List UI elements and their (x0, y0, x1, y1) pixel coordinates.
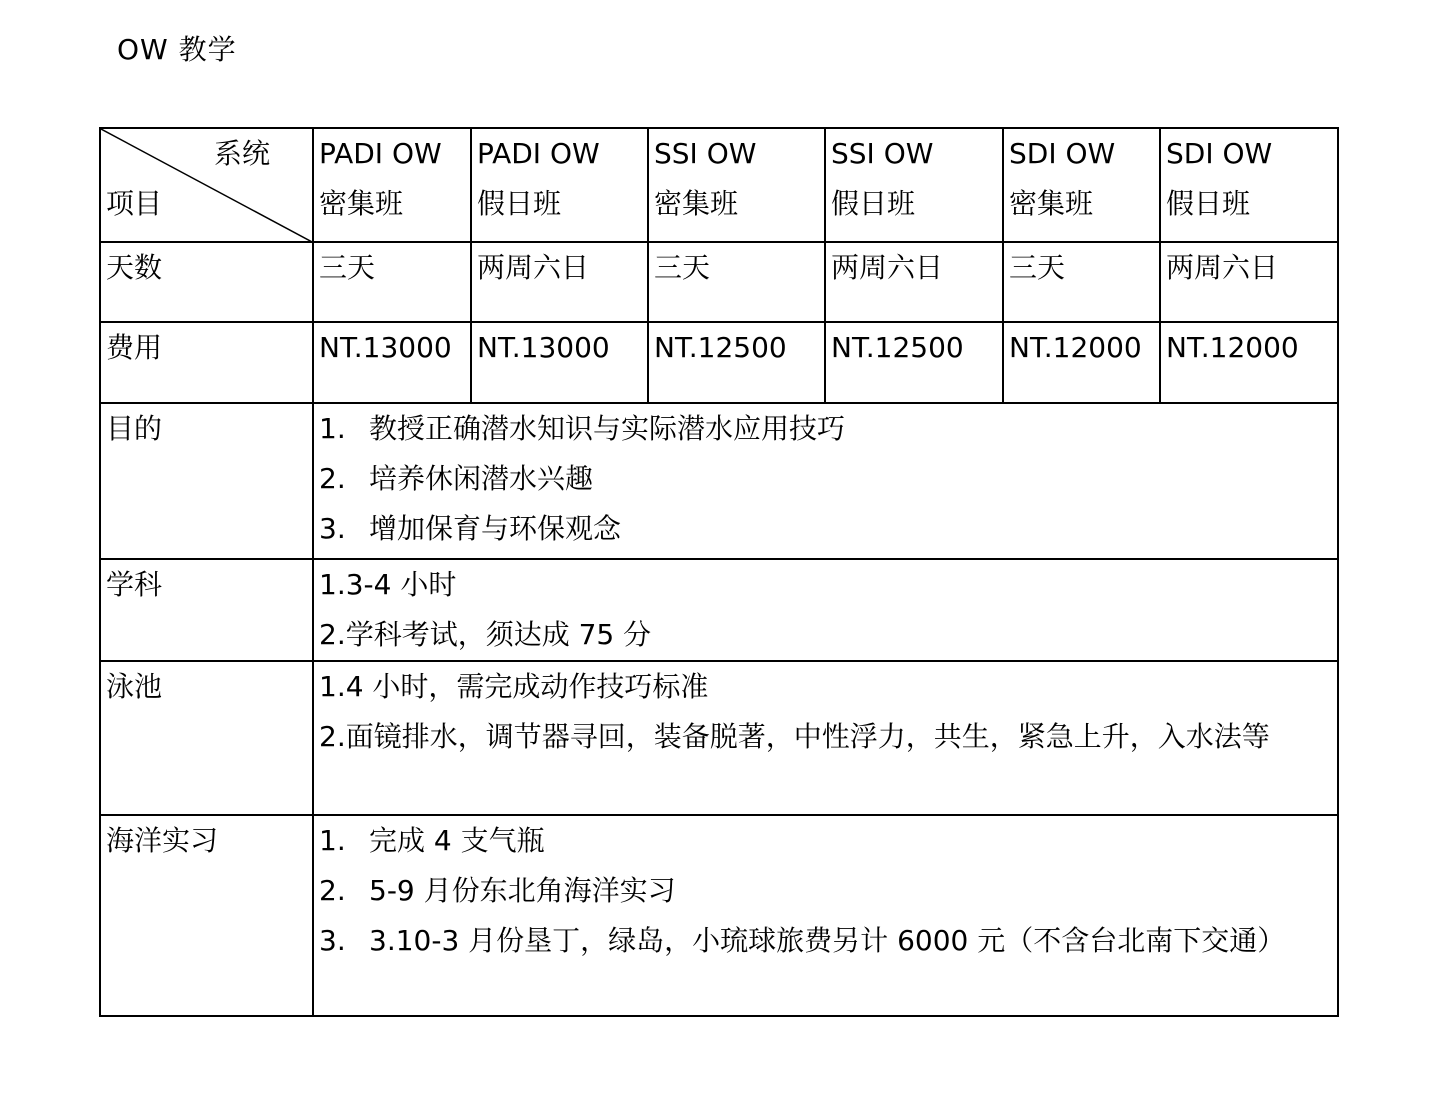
corner-header-cell (100, 128, 313, 242)
list-item: 2.学科考试，须达成 75 分 (319, 618, 652, 651)
list-item: 1. 完成 4 支气瓶 (319, 824, 545, 857)
pool-content (313, 661, 1338, 815)
fee-row (100, 322, 1338, 403)
days-cell: 两周六日 (471, 242, 648, 322)
row-label-ocean: 海洋实习 (100, 815, 313, 1016)
days-cell: 两周六日 (1160, 242, 1338, 322)
purpose-content (313, 403, 1338, 559)
days-cell: 两周六日 (825, 242, 1003, 322)
list-item: 1. 教授正确潜水知识与实际潜水应用技巧 (319, 412, 846, 445)
list-item: 2. 培养休闲潜水兴趣 (319, 462, 594, 495)
row-label-purpose: 目的 (100, 403, 313, 559)
column-header: PADI OW 密集班 (313, 128, 471, 242)
days-row (100, 242, 1338, 322)
days-cell: 三天 (1003, 242, 1160, 322)
list-item: 3. 增加保育与环保观念 (319, 512, 622, 545)
column-header: SSI OW 密集班 (648, 128, 825, 242)
column-header: SSI OW 假日班 (825, 128, 1003, 242)
pool-row (100, 661, 1338, 815)
theory-content (313, 559, 1338, 661)
corner-label-system: 系统 (213, 137, 270, 170)
row-label-fee: 费用 (100, 322, 313, 403)
list-item: 2. 5-9 月份东北角海洋实习 (319, 874, 676, 907)
row-label-pool: 泳池 (100, 661, 313, 815)
row-label-days: 天数 (100, 242, 313, 322)
fee-cell: NT.12500 (825, 322, 1003, 403)
fee-cell: NT.12500 (648, 322, 825, 403)
row-label-theory: 学科 (100, 559, 313, 661)
list-item: 1.3-4 小时 (319, 568, 457, 601)
fee-cell: NT.13000 (313, 322, 471, 403)
header-row (100, 128, 1338, 242)
list-item: 3. 3.10-3 月份垦丁，绿岛，小琉球旅费另计 6000 元（不含台北南下交通） (319, 924, 1286, 957)
fee-cell: NT.13000 (471, 322, 648, 403)
ocean-row (100, 815, 1338, 1016)
document-title: OW 教学 (117, 33, 237, 66)
fee-cell: NT.12000 (1003, 322, 1160, 403)
column-header: SDI OW 假日班 (1160, 128, 1338, 242)
list-item: 2.面镜排水，调节器寻回，装备脱著，中性浮力，共生，紧急上升，入水法等 (319, 720, 1270, 753)
corner-label-item: 项目 (106, 187, 163, 220)
course-table (99, 127, 1339, 1017)
column-header: SDI OW 密集班 (1003, 128, 1160, 242)
theory-row (100, 559, 1338, 661)
purpose-row (100, 403, 1338, 559)
fee-cell: NT.12000 (1160, 322, 1338, 403)
days-cell: 三天 (648, 242, 825, 322)
column-header: PADI OW 假日班 (471, 128, 648, 242)
ocean-content (313, 815, 1338, 1016)
days-cell: 三天 (313, 242, 471, 322)
list-item: 1.4 小时，需完成动作技巧标准 (319, 670, 709, 703)
